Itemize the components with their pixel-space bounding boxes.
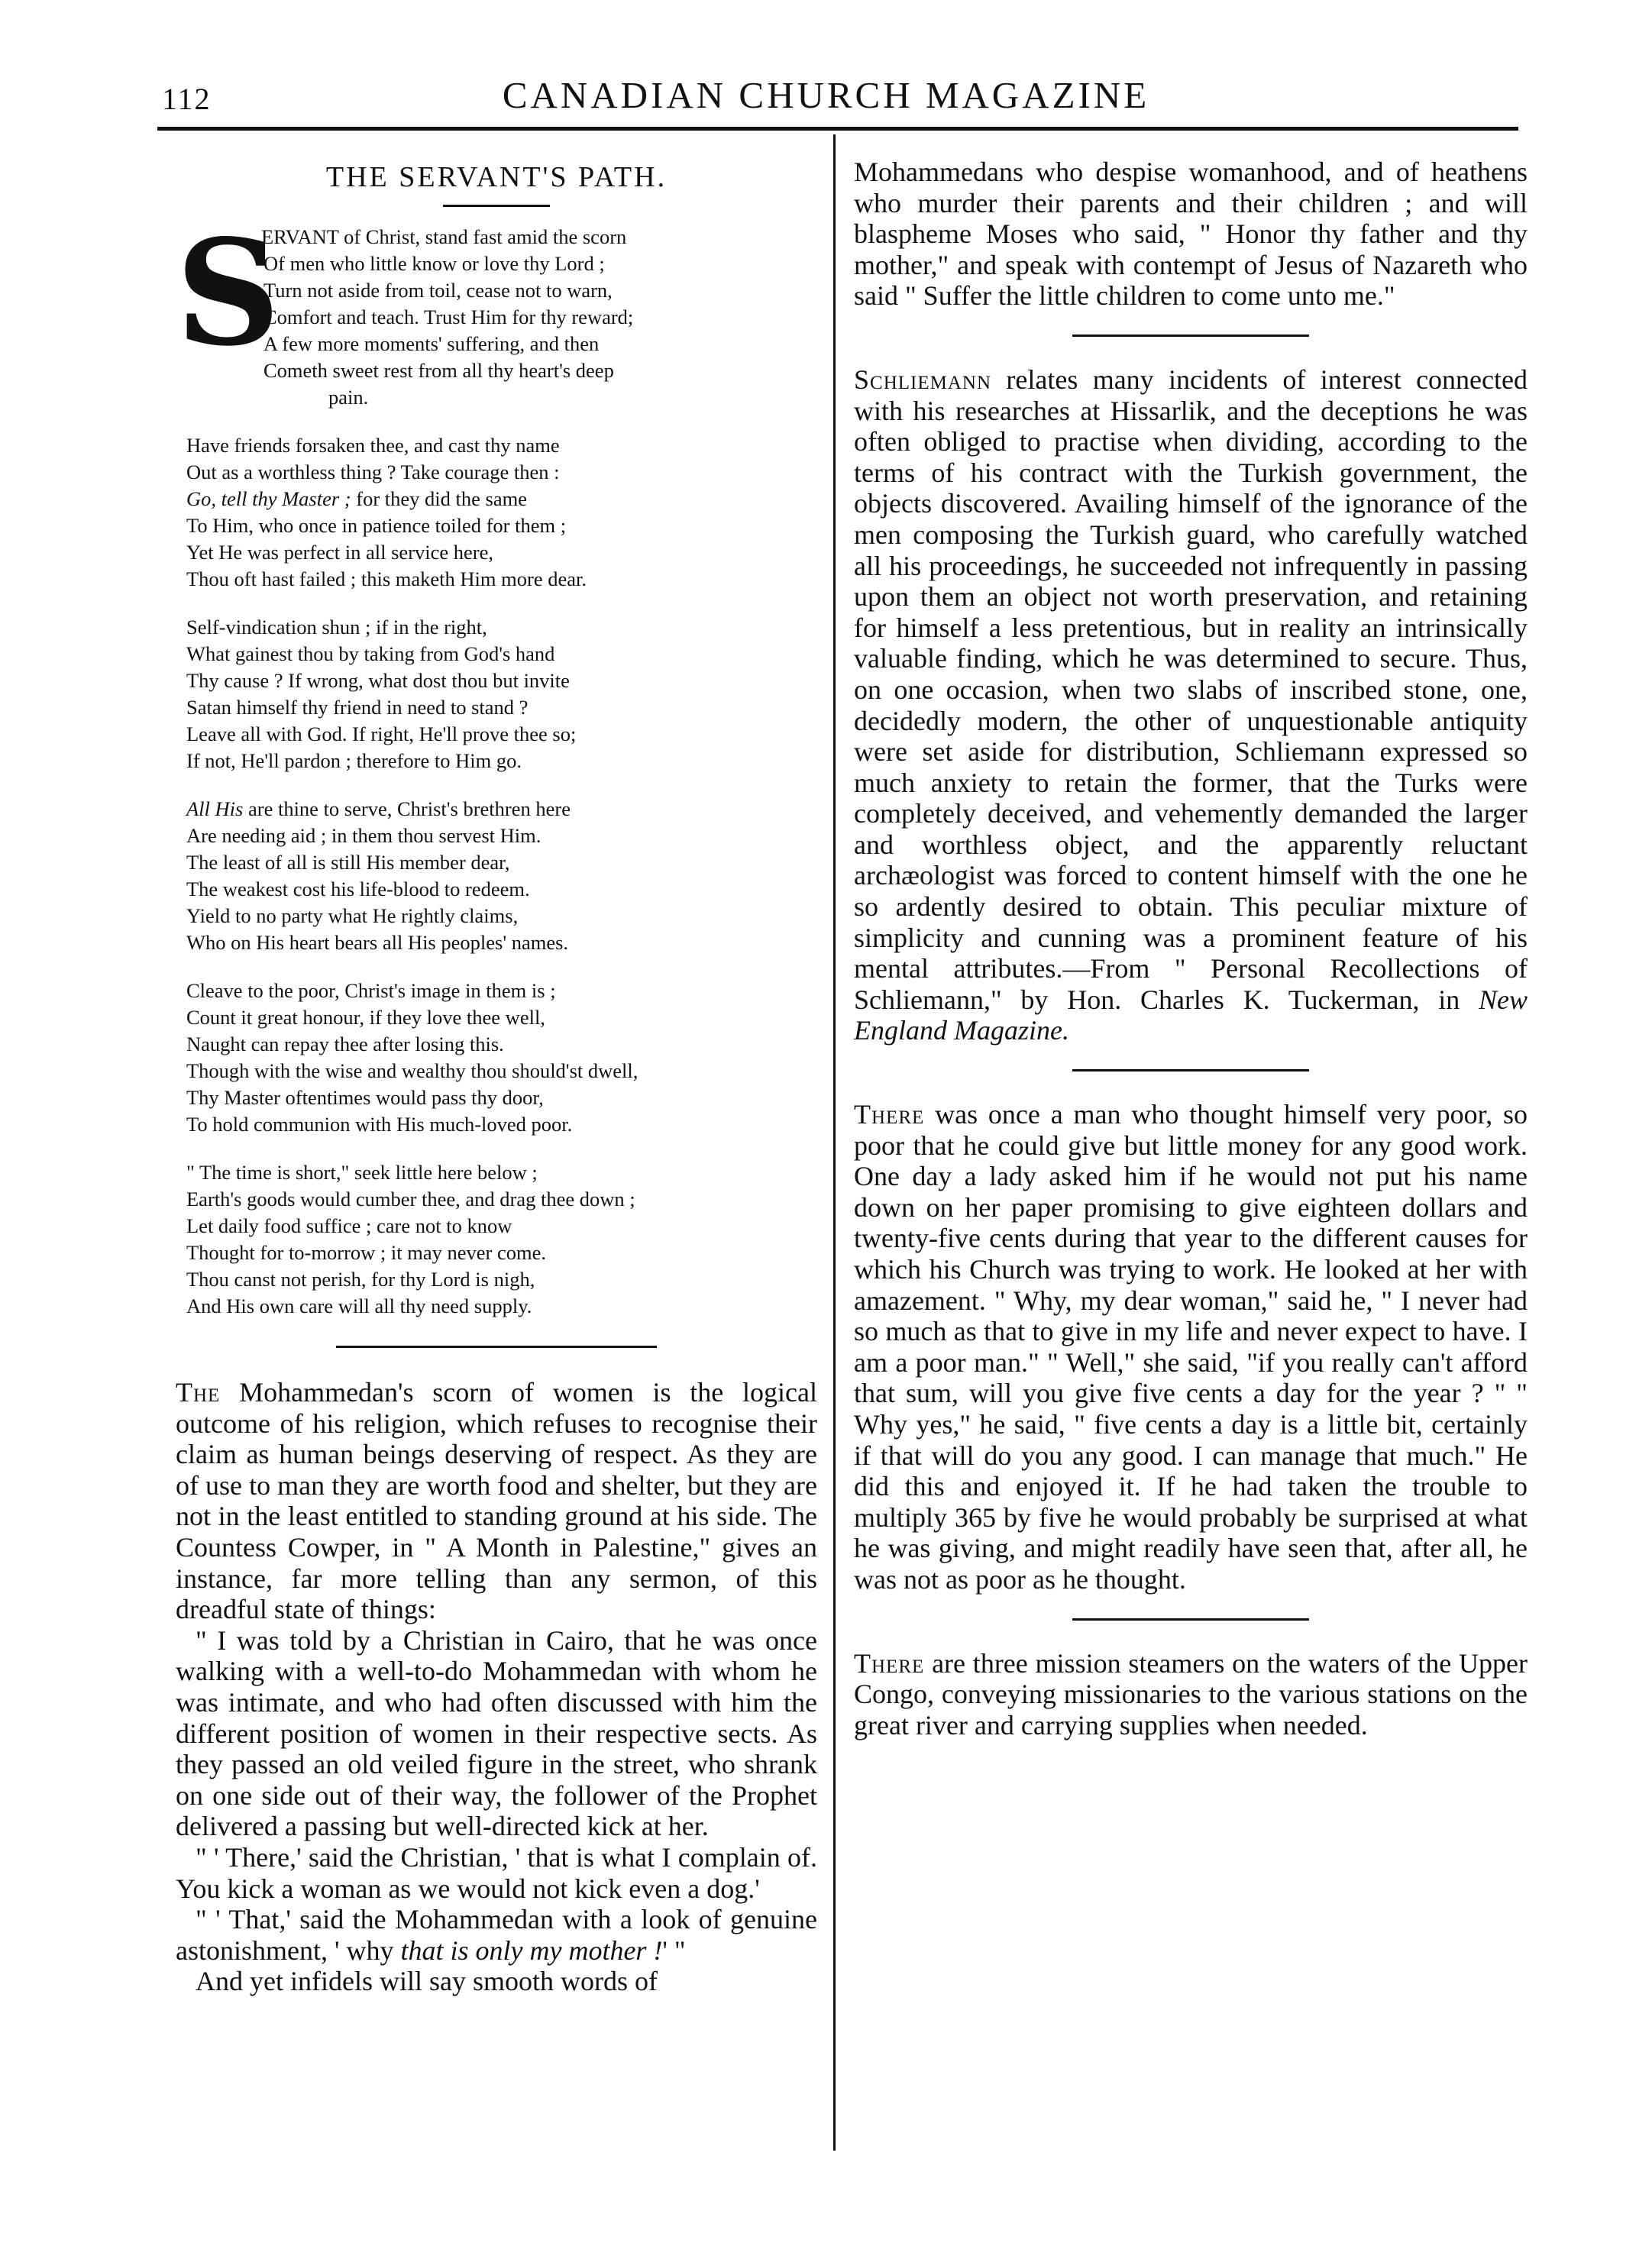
poem-line: Though with the wise and wealthy thou should'st dwell, (186, 1059, 638, 1082)
lead-word: There (854, 1099, 925, 1130)
poem-line: Who on His heart bears all His peoples' names. (186, 931, 569, 954)
column-divider (833, 134, 836, 2151)
poem-stanza-4 (186, 796, 817, 956)
paragraph-text: " ' That,' said the Mohammedan with a look of genuine astonishment, ' why (176, 1904, 817, 1966)
poem-line: The least of all is still His member dear, (186, 851, 510, 874)
poem-line-rest: are thine to serve, Christ's brethren here (243, 797, 571, 820)
italic-source: New England Magazine. (854, 984, 1528, 1046)
drop-cap: S (176, 208, 281, 378)
poem-line: What gainest thou by taking from God's hand (186, 642, 555, 665)
poem-stanza-5 (186, 978, 817, 1138)
schliemann-article (854, 364, 1528, 1046)
section-separator (1072, 335, 1309, 337)
poem-line: Naught can repay thee after losing this. (186, 1033, 504, 1055)
congo-article (854, 1648, 1528, 1741)
mohammedan-para-4 (176, 1904, 817, 1966)
mohammedan-para-1 (176, 1377, 817, 1625)
right-column (854, 157, 1528, 1740)
mohammedan-continuation: Mohammedans who despise womanhood, and of heathens who murder their parents and their children ; and will blaspheme Moses who said, " Honor thy father and thy mother," and speak with contempt of Jesus of Nazareth who said " Suffer the little children to come unto me." (854, 157, 1528, 312)
poem-line: Cometh sweet rest from all thy heart's deep (263, 359, 614, 382)
poem-line: Comfort and teach. Trust Him for thy reward; (263, 305, 634, 328)
poem-line: Earth's goods would cumber thee, and drag thee down ; (186, 1188, 635, 1210)
paragraph-text: ' " (662, 1934, 686, 1966)
poem-line: Turn not aside from toil, cease not to warn, (263, 279, 613, 302)
poem-line: The weakest cost his life-blood to redeem. (186, 878, 530, 900)
poem-line: pain. (328, 386, 369, 409)
poem-line: Out as a worthless thing ? Take courage then : (186, 461, 560, 483)
poem-stanza-6 (186, 1159, 817, 1320)
section-separator (1072, 1069, 1309, 1071)
poem-line: Have friends forsaken thee, and cast thy name (186, 434, 560, 457)
poem-line: To hold communion with His much-loved poor. (186, 1113, 573, 1136)
mohammedan-para-5: And yet infidels will say smooth words of (196, 1966, 658, 1997)
poem-line: Thought for to-morrow ; it may never come. (186, 1241, 546, 1264)
mohammedan-para-3: " ' There,' said the Christian, ' that is what I complain of. You kick a woman as we would not kick even a dog.' (176, 1841, 817, 1904)
lead-word: Schliemann (854, 364, 992, 395)
header-rule (157, 127, 1518, 131)
poem-line: " The time is short," seek little here below ; (186, 1161, 538, 1184)
poem-title: THE SERVANT'S PATH. (325, 161, 668, 193)
italic-phrase: All His (186, 797, 244, 820)
poem-line: To Him, who once in patience toiled for them ; (186, 514, 567, 537)
poem-line-rest: for they did the same (356, 487, 527, 510)
section-separator (1072, 1618, 1309, 1621)
paragraph-text: are three mission steamers on the waters of the Upper Congo, conveying missionaries to the various stations on the great river and carrying supplies when needed. (854, 1647, 1528, 1740)
mohammedan-para-2: " I was told by a Christian in Cairo, that he was once walking with a well-to-do Mohammedan with whom he was intimate, and who had often discussed with him the different position of women in their respective sects. As they passed an old veiled figure in the street, who shrank on one side out of their way, the follower of the Prophet delivered a passing but well-directed kick at her. (176, 1624, 817, 1842)
lead-word: There (854, 1647, 925, 1679)
paragraph-text: was once a man who thought himself very poor, so poor that he could give but little money for any good work. One day a lady asked him if he would not put his name down on her paper promising to give eighteen dollars and twenty-five cents during that year to the different causes for which his Church was trying to work. He looked at her with amazement. " Why, my dear woman," said he, " I never had so much as that to give in my life and never expect to have. I am a poor man." " Well," she said, "if you really can't afford that sum, will you give five cents a day for the year ? " " Why yes," he said, " five cents a day is a little bit, certainly if that will do you any good. I can manage that much." He did this and enjoyed it. If he had taken the trouble to multiply 365 by five he would probably be surprised at what he was giving, and might readily have seen that, after all, he was not as poor as he thought. (854, 1099, 1528, 1595)
poem-line: And His own care will all thy need supply. (186, 1294, 532, 1317)
poem-line: Thy cause ? If wrong, what dost thou but invite (186, 669, 570, 692)
poem-line: Satan himself thy friend in need to stand ? (186, 696, 529, 719)
poem-line: Thou oft hast failed ; this maketh Him more dear. (186, 567, 587, 590)
poem-line: Yield to no party what He rightly claims, (186, 904, 519, 927)
poem-line: Thy Master oftentimes would pass thy door, (186, 1086, 544, 1109)
paragraph-text: relates many incidents of interest connected with his researches at Hissarlik, and the deceptions he was often obliged to practise when dividing, according to the terms of his contract with the Turkish government, the objects discovered. Availing himself of the ignorance of the men composing the Turkish guard, who carefully watched all his proceedings, he succeeded not infrequently in passing upon them an object not worth preservation, and retaining for himself a less pretentious, but in reality an intrinsically valuable finding, which he was determined to secure. Thus, on one occasion, when two slabs of inscribed stone, one, decidedly modern, the other of unquestionable antiquity were set aside for distribution, Schliemann expressed so much anxiety to retain the former, that the Turks were completely deceived, and vehemently demanded the larger and worthless object, and the apparently reluctant archæologist was forced to content himself with the one he so ardently desired to obtain. This peculiar mixture of simplicity and cunning was a prominent feature of his mental attributes.—From " Personal Recollections of Schliemann," by Hon. Charles K. Tuckerman, in (854, 364, 1528, 1015)
poem-line (186, 486, 817, 512)
poem-line: Self-vindication shun ; if in the right, (186, 616, 487, 638)
paragraph-text: Mohammedan's scorn of women is the logical outcome of his religion, which refuses to recognise their claim as human beings deserving of respect. As they are of use to man they are worth food and shelter, but they are not in the least entitled to standing ground at his side. The Countess Cowper, in " A Month in Palestine," gives an instance, far more telling than any sermon, of this dreadful state of things: (176, 1377, 817, 1625)
poem-line: Are needing aid ; in them thou servest Him. (186, 824, 542, 847)
poem-line: Of men who little know or love thy Lord ; (263, 252, 605, 275)
lead-word: The (176, 1377, 221, 1408)
section-separator (336, 1346, 657, 1348)
poem-line (186, 796, 817, 823)
italic-phrase: Go, tell thy Master ; (186, 487, 351, 510)
italic-phrase: that is only my mother ! (400, 1934, 663, 1966)
poem-line: Let daily food suffice ; care not to know (186, 1214, 512, 1237)
poem-stanza-3 (186, 614, 817, 774)
poor-man-article (854, 1099, 1528, 1595)
left-column (176, 153, 817, 1997)
page-number: 112 (162, 82, 212, 116)
poem-line: Cleave to the poor, Christ's image in them is ; (186, 979, 556, 1002)
poem (176, 208, 817, 1320)
poem-line: Count it great honour, if they love thee well, (186, 1006, 545, 1029)
poem-stanza-1 (176, 208, 817, 411)
poem-line: If not, He'll pardon ; therefore to Him go. (186, 749, 522, 772)
poem-line: Thou canst not perish, for thy Lord is nigh, (186, 1268, 535, 1291)
poem-line: ERVANT of Christ, stand fast amid the scorn (261, 225, 627, 248)
poem-stanza-2 (186, 432, 817, 593)
title-rule (443, 205, 550, 207)
magazine-title: CANADIAN CHURCH MAGAZINE (502, 74, 1150, 116)
poem-line: Yet He was perfect in all service here, (186, 541, 494, 564)
poem-line: Leave all with God. If right, He'll prove thee so; (186, 722, 577, 745)
poem-line: A few more moments' suffering, and then (263, 332, 600, 355)
